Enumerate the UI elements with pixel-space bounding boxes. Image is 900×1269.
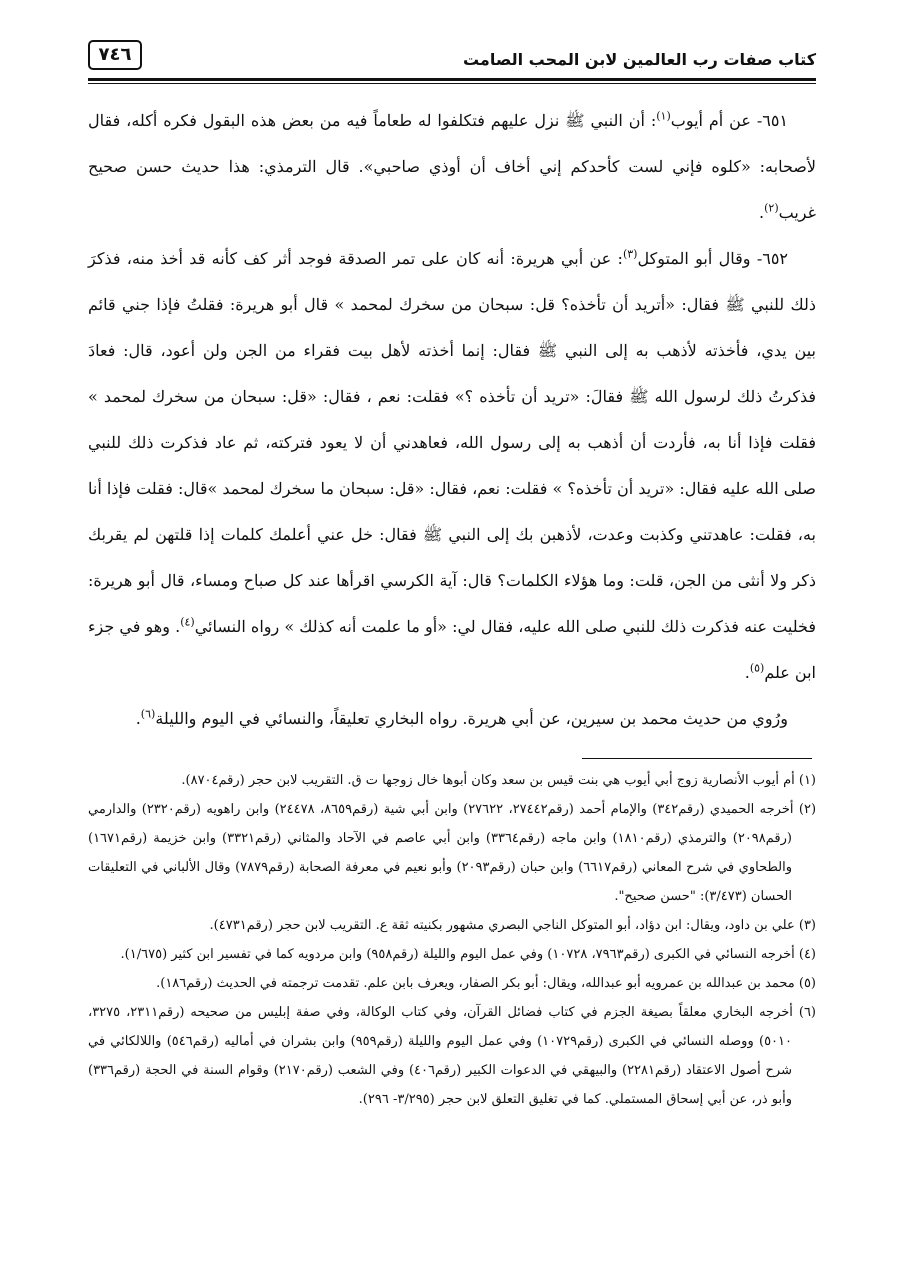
footnotes bbox=[88, 766, 816, 1114]
paragraph-text: ٦٥١- عن أم أيوب bbox=[670, 111, 789, 130]
footnote-ref: (٤) bbox=[180, 615, 195, 629]
footnote-ref: (٣) bbox=[622, 247, 638, 261]
paragraph-text: : عن أبي هريرة: أنه كان على تمر الصدقة فوجد أثر كف كأنه قد أخذ منه، فذكرَ ذلك للنبي ﷺ فقال: «أتريد أن تأخذه؟ قل: سبحان من سخرك لمحمد » قال أبو هريرة: فقلتُ فإذا جني قائم بين يدي، فأخذته لأذهب به إلى النبي ﷺ فقال: إنما أخذته لأهل بيت فقراء من الجن ولن أعود، قال: فعادَ فذكرتُ ذلك لرسول الله ﷺ فقالَ: «تريد أن تأخذه ؟» فقلت: نعم ، فقال: «قل: سبحان من سخرك لمحمد » فقلت فإذا أنا به، فأردت أن أذهب به إلى رسول الله، فعاهدني أن لا يعود فتركته، ثم عاد فذكرت ذلك للنبي صلى الله عليه فقال: «تريد أن تأخذه؟ » فقلت: نعم، فقال: «قل: سبحان ما سخرك لمحمد »قال: فقلت فإذا أنا به، فقلت: عاهدتني وكذبت وعدت، لأذهبن بك إلى النبي ﷺ فقال: خل عني أعلمك كلمات إذا قلتهن لم يقربك ذكر ولا أنثى من الجن، قلت: وما هؤلاء الكلمات؟ قال: آية الكرسي اقرأها عند كل صباح ومساء، قال أبو هريرة: فخليت عنه فذكرت ذلك للنبي صلى الله عليه، فقال لي: «أو ما علمت أنه كذلك » رواه النسائي bbox=[88, 249, 817, 636]
hadith-paragraph-651 bbox=[88, 98, 816, 236]
footnote-5: (٥) محمد بن عبدالله بن عمرويه أبو عبدالله، ويقال: أبو بكر الصفار، ويعرف بابن علم. تقدمت ترجمته في الحديث (رقم١٨٦). bbox=[156, 976, 816, 991]
paragraph-text: . bbox=[744, 663, 750, 682]
footnote-separator bbox=[582, 758, 812, 759]
paragraph-text: : أن النبي ﷺ نزل عليهم فتكلفوا له طعاماً فيه من بعض هذه البقول فكره أكله، فقال لأصحابه: «كلوه فإني لست كأحدكم إني أخاف أن أوذي صاحبي». قال الترمذي: هذا حديث حسن صحيح غريب bbox=[88, 111, 816, 222]
footnote-ref: (٥) bbox=[749, 661, 765, 675]
paragraph-text: ورُوي من حديث محمد بن سيرين، عن أبي هريرة. رواه البخاري تعليقاً، والنسائي في اليوم والليلة bbox=[155, 709, 788, 728]
header-rule-thick bbox=[88, 78, 816, 81]
page-number-box: ٧٤٦ bbox=[88, 40, 142, 70]
footnote-ref: (٢) bbox=[764, 201, 779, 215]
book-title: كتاب صفات رب العالمين لابن المحب الصامت bbox=[462, 50, 816, 69]
footnote-1: (١) أم أيوب الأنصارية زوج أبي أيوب هي بنت قيس بن سعد وكان أبوها خال زوجها ت ق. التقريب لابن حجر (رقم٨٧٠٤). bbox=[181, 773, 816, 788]
main-text bbox=[88, 98, 816, 742]
footnote-ref: (١) bbox=[656, 109, 671, 123]
hadith-paragraph-652 bbox=[88, 236, 816, 696]
paragraph-text: . bbox=[135, 709, 141, 728]
paragraph-text: . وهو في جزء ابن علم bbox=[88, 617, 816, 682]
footnote-4: (٤) أخرجه النسائي في الكبرى (رقم٧٩٦٣، ١٠٧٢٨) وفي عمل اليوم والليلة (رقم٩٥٨) وابن مردويه كما في تفسير ابن كثير (١/٦٧٥). bbox=[120, 947, 816, 962]
paragraph-text: . bbox=[759, 203, 765, 222]
footnote-2: (٢) أخرجه الحميدي (رقم٣٤٢) والإمام أحمد (رقم٢٧٤٤٢، ٢٧٦٢٢) وابن أبي شية (رقم٨٦٥٩، ٢٤٤٧٨) وابن راهويه (رقم٢٣٢٠) والدارمي (رقم٢٠٩٨) والترمذي (رقم١٨١٠) وابن ماجه (رقم٣٣٦٤) وابن أبي عاصم في الآحاد والمثاني (رقم٣٣٢١) وابن خزيمة (رقم١٦٧١) والطحاوي في شرح المعاني (رقم٦٦١٧) وابن حبان (رقم٢٠٩٣) وأبو نعيم في معرفة الصحابة (رقم٧٨٧٩) وقال الألباني في التعليقات الحسان (٣/٤٧٣): "حسن صحيح". bbox=[88, 802, 817, 904]
header-rule-thin bbox=[88, 83, 816, 84]
narration-paragraph bbox=[88, 696, 816, 742]
footnote-ref: (٦) bbox=[140, 707, 156, 721]
page-header bbox=[88, 40, 816, 78]
paragraph-text: ٦٥٢- وقال أبو المتوكل bbox=[637, 249, 789, 268]
footnote-6: (٦) أخرجه البخاري معلقاً بصيغة الجزم في كتاب فضائل القرآن، وفي كتاب الوكالة، وفي صفة إبليس من صحيحه (رقم٢٣١١، ٣٢٧٥، ٥٠١٠) ووصله النسائي في الكبرى (رقم١٠٧٢٩) وفي عمل اليوم والليلة (رقم٩٥٩) وابن بشران في أماليه (رقم٥٤٦) واللالكائي في شرح أصول الاعتقاد (رقم٢٢٨١) والبيهقي في الدعوات الكبير (رقم٤٠٦) وفي الشعب (رقم٢١٧٠) وقوام السنة في الحجة (رقم٣٣٦) وأبو ذر، عن أبي إسحاق المستملي. كما في تغليق التعلق لابن حجر (٣/٢٩٥- ٢٩٦). bbox=[88, 1005, 816, 1107]
footnote-3: (٣) علي بن داود، ويقال: ابن دؤاد، أبو المتوكل الناجي البصري مشهور بكنيته ثقة ع. التقريب لابن حجر (رقم٤٧٣١). bbox=[209, 918, 816, 933]
